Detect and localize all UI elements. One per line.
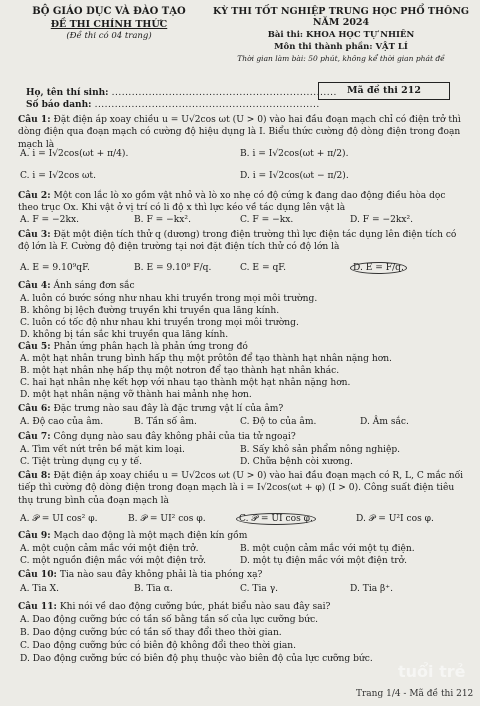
question-2 xyxy=(18,190,468,215)
q9-option-a: A. một cuộn cảm mắc với một điện trở. xyxy=(20,544,199,554)
exam-title: KỲ THI TỐT NGHIỆP TRUNG HỌC PHỔ THÔNG NĂM 2024 xyxy=(212,6,470,28)
candidate-name-label: Họ, tên thí sinh: xyxy=(26,88,109,98)
question-4 xyxy=(18,280,468,292)
q11-option-b: B. Dao động cưỡng bức có tần số thay đổi theo thời gian. xyxy=(20,628,282,638)
question-8 xyxy=(18,470,468,507)
q2-option-b: B. F = −kx². xyxy=(134,215,191,225)
time-note: Thời gian làm bài: 50 phút, không kể thời gian phát đề xyxy=(237,54,445,63)
q10-option-c: C. Tia γ. xyxy=(240,584,279,594)
question-text: Phản ứng phân hạch là phản ứng trong đó xyxy=(53,342,248,352)
watermark-logo: tuổi trẻ xyxy=(398,662,466,681)
question-6 xyxy=(18,403,468,415)
q7-option-c: C. Tiệt trùng dụng cụ y tế. xyxy=(20,457,142,467)
ministry-name: BỘ GIÁO DỤC VÀ ĐÀO TẠO xyxy=(32,6,186,17)
q9-option-d: D. một tụ điện mắc với một điện trở. xyxy=(240,556,407,566)
exam-code-box: Mã đề thi 212 xyxy=(318,82,450,100)
official-label: ĐỀ THI CHÍNH THỨC xyxy=(50,19,168,30)
q6-option-b: B. Tần số âm. xyxy=(134,417,197,427)
q10-option-a: A. Tia X. xyxy=(20,584,59,594)
q4-option-c: C. luôn có tốc độ như nhau khi truyền trong mọi môi trường. xyxy=(20,318,299,328)
q7-option-d: D. Chữa bệnh còi xương. xyxy=(240,457,353,467)
q2-option-c: C. F = −kx. xyxy=(240,215,294,225)
q5-option-c: C. hai hạt nhân nhẹ kết hợp với nhau tạo thành một hạt nhân nặng hơn. xyxy=(20,378,351,388)
q9-option-b: B. một cuộn cảm mắc với một tụ điện. xyxy=(240,544,415,554)
question-10 xyxy=(18,569,468,581)
question-text: Mạch dao động là một mạch điện kín gồm xyxy=(53,531,248,541)
question-number: Câu 11: xyxy=(18,601,57,612)
question-number: Câu 7: xyxy=(18,431,51,442)
answer-mark-d: D. E = F/q. xyxy=(350,262,407,274)
question-3 xyxy=(18,229,468,254)
question-text: Đặt điện áp xoay chiều u = U√2cos ωt (U > 0) vào hai đầu đoạn mạch có R, L, C mắc nối tiếp thì cường độ dòng điện trong đoạn mạch là i = I√2cos(ωt + φ) (I > 0). Công suất điện tiêu thụ trung bình của đoạn mạch là xyxy=(18,471,464,506)
q3-option-a: A. E = 9.10⁹qF. xyxy=(20,263,90,273)
q9-option-c: C. một nguồn điện mắc với một điện trở. xyxy=(20,556,207,566)
q2-option-a: A. F = −2kx. xyxy=(20,215,79,225)
question-9 xyxy=(18,530,468,542)
q5-option-a: A. một hạt nhân trung bình hấp thụ một prôtôn để tạo thành hạt nhân nặng hơn. xyxy=(20,354,392,364)
candidate-name-line xyxy=(26,88,337,98)
question-text: Đặt một điện tích thử q (dương) trong điện trường thì lực điện tác dụng lên điện tích có độ lớn là F. Cường độ điện trường tại nơi đặt điện tích thử có độ lớn là xyxy=(18,230,457,253)
q1-option-b: B. i = I√2cos(ωt + π/2). xyxy=(240,149,349,159)
question-11 xyxy=(18,601,468,613)
q2-option-d: D. F = −2kx². xyxy=(350,215,414,225)
q10-option-d: D. Tia β⁺. xyxy=(350,584,393,594)
subject-name: Môn thi thành phần: VẬT LÍ xyxy=(274,42,408,52)
q6-option-a: A. Độ cao của âm. xyxy=(20,417,104,427)
q5-option-d: D. một hạt nhân nặng vỡ thành hai mảnh nhẹ hơn. xyxy=(20,390,252,400)
question-text: Đặc trưng nào sau đây là đặc trưng vật lí của âm? xyxy=(53,404,284,414)
question-number: Câu 10: xyxy=(18,569,57,580)
question-number: Câu 5: xyxy=(18,341,51,352)
q1-option-c: C. i = I√2cos ωt. xyxy=(20,171,96,181)
q8-option-b: B. 𝒫 = UI² cos φ. xyxy=(128,514,206,524)
q4-option-b: B. không bị lệch đường truyền khi truyền qua lăng kính. xyxy=(20,306,280,316)
question-number: Câu 4: xyxy=(18,280,51,291)
question-text: Ánh sáng đơn sắc xyxy=(53,281,135,291)
q6-option-c: C. Độ to của âm. xyxy=(240,417,317,427)
question-number: Câu 3: xyxy=(18,229,51,240)
q8-option-d: D. 𝒫 = U²I cos φ. xyxy=(356,514,434,524)
header-right xyxy=(208,6,474,63)
q8-option-c xyxy=(236,513,316,525)
q11-option-d: D. Dao động cưỡng bức có biên độ phụ thuộc vào biên độ của lực cưỡng bức. xyxy=(20,654,373,664)
q3-option-c: C. E = qF. xyxy=(240,263,287,273)
question-number: Câu 2: xyxy=(18,190,51,201)
page-footer: Trang 1/4 - Mã đề thi 212 xyxy=(356,689,474,699)
question-text: Tia nào sau đây không phải là tia phóng xạ? xyxy=(59,570,263,580)
q1-option-d: D. i = I√2cos(ωt − π/2). xyxy=(240,171,349,181)
q10-option-b: B. Tia α. xyxy=(134,584,173,594)
question-1 xyxy=(18,114,468,151)
question-number: Câu 8: xyxy=(18,470,51,481)
q6-option-d: D. Âm sắc. xyxy=(360,417,409,427)
q3-option-b: B. E = 9.10⁹ F/q. xyxy=(134,263,212,273)
candidate-id-line xyxy=(26,100,320,110)
question-7 xyxy=(18,431,468,443)
header-left xyxy=(14,6,204,41)
q11-option-c: C. Dao động cưỡng bức có biên độ không đổi theo thời gian. xyxy=(20,641,297,651)
pages-note: (Đề thi có 04 trang) xyxy=(66,31,152,41)
q3-option-d xyxy=(350,262,407,274)
q11-option-a: A. Dao động cưỡng bức có tần số bằng tần số của lực cưỡng bức. xyxy=(20,615,319,625)
candidate-id-label: Số báo danh: xyxy=(26,100,92,110)
question-text: Khi nói về dao động cưỡng bức, phát biểu nào sau đây sai? xyxy=(59,602,331,612)
question-text: Một con lắc lò xo gồm vật nhỏ và lò xo nhẹ có độ cứng k đang dao động điều hòa dọc theo trục Ox. Khi vật ở vị trí có li độ x thì lực kéo về tác dụng lên vật là xyxy=(18,191,446,214)
question-number: Câu 1: xyxy=(18,114,51,125)
q4-option-d: D. không bị tán sắc khi truyền qua lăng kính. xyxy=(20,330,229,340)
q7-option-a: A. Tìm vết nứt trên bề mặt kim loại. xyxy=(20,445,185,455)
question-5 xyxy=(18,341,468,353)
question-number: Câu 6: xyxy=(18,403,51,414)
candidate-id-dots: ................................................................... xyxy=(94,100,320,110)
answer-mark-c: C. 𝒫 = UI cos φ. xyxy=(236,513,316,525)
candidate-name-dots: ................................................................... xyxy=(111,88,337,98)
q7-option-b: B. Sấy khô sản phẩm nông nghiệp. xyxy=(240,445,401,455)
question-text: Công dụng nào sau đây không phải của tia tử ngoại? xyxy=(53,432,296,442)
q8-option-a: A. 𝒫 = UI cos² φ. xyxy=(20,514,98,524)
question-number: Câu 9: xyxy=(18,530,51,541)
q4-option-a: A. luôn có bước sóng như nhau khi truyền trong mọi môi trường. xyxy=(20,294,318,304)
q5-option-b: B. một hạt nhân nhẹ hấp thụ một nơtron để tạo thành hạt nhân khác. xyxy=(20,366,340,376)
q1-option-a: A. i = I√2cos(ωt + π/4). xyxy=(20,149,129,159)
subject-group: Bài thi: KHOA HỌC TỰ NHIÊN xyxy=(267,30,415,40)
question-text: Đặt điện áp xoay chiều u = U√2cos ωt (U > 0) vào hai đầu đoạn mạch chỉ có điện trở thì dòng điện qua đoạn mạch có cường độ hiệu dụng là I. Biểu thức cường độ dòng điện trong đoạn mạch là xyxy=(18,115,461,150)
